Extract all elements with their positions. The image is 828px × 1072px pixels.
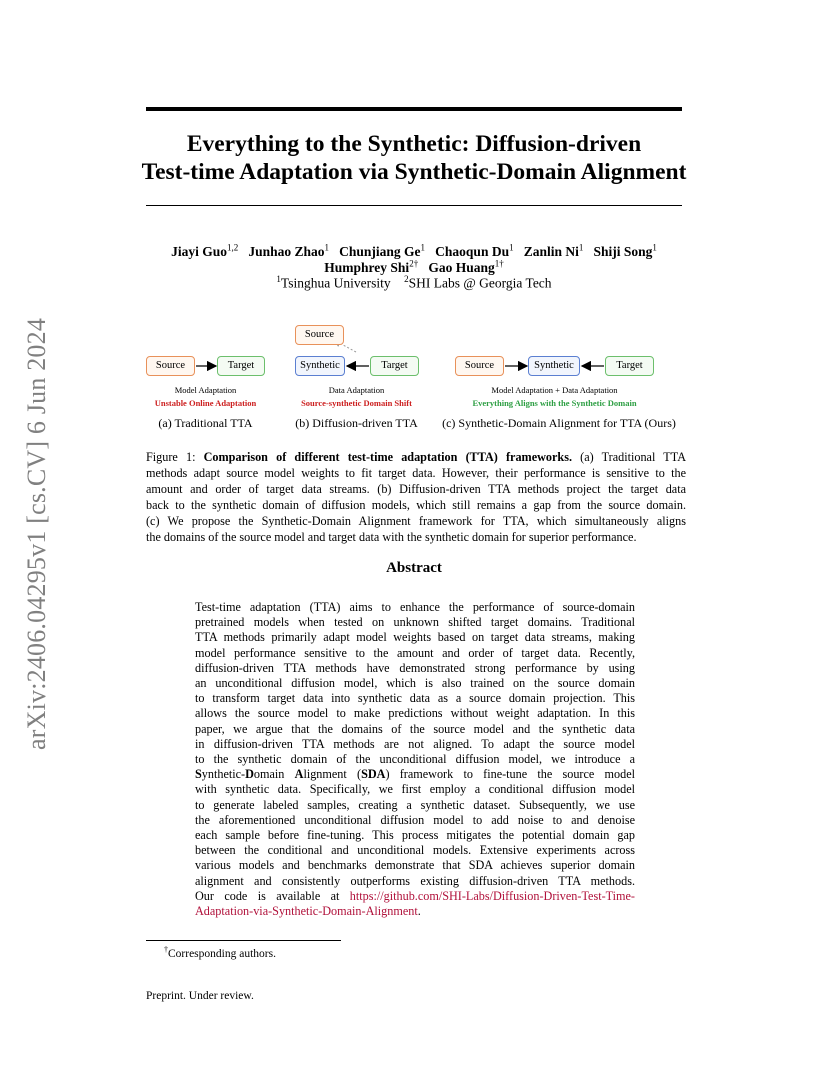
code-link[interactable]: https://github.com/SHI-Labs/Diffusion-Driven-Test-Time- (349, 888, 635, 903)
figure-caption-line: the domains of the source model and target data with the synthetic domain for superior performance. (146, 530, 637, 544)
author: Junhao Zhao$^1$ (248, 242, 330, 259)
abstract-line: Test-time adaptation (TTA) aims to enhance the performance of source-domain (195, 600, 635, 614)
title-line-1: Everything to the Synthetic: Diffusion-driven (186, 131, 642, 157)
abstract-line: various models and benchmarks demonstrate that SDA achieves superior domain (195, 858, 635, 873)
target-box-c: Target (605, 356, 654, 376)
label-b: (b) Diffusion-driven TTA (295, 416, 418, 430)
label-a: (a) Traditional TTA (158, 416, 253, 430)
author: Chaoqun Du$^1$ (435, 242, 514, 259)
abstract-line: paper, we argue that the domains of the source model and the synthetic data (195, 721, 635, 736)
arxiv-stamp: arXiv:2406.04295v1 [cs.CV] 6 Jun 2024 (22, 317, 51, 750)
abstract-line: an unconditional diffusion model, which is also trained on the source domain (195, 676, 635, 691)
caption-a: Model Adaptation (174, 385, 237, 395)
target-box-a: Target (217, 356, 265, 376)
author: Shiji Song$^1$ (593, 242, 657, 259)
abstract-line: in diffusion-driven TTA methods are not aligned. To adapt the source model (195, 736, 635, 751)
figure-caption-line: Figure 1: Comparison of different test-time adaptation (TTA) frameworks. (a) Traditional TTA (146, 450, 686, 464)
caption-c: Model Adaptation + Data Adaptation (491, 385, 618, 395)
preprint-note: Preprint. Under review. (146, 990, 254, 1002)
highlight-c: Everything Aligns with the Synthetic Domain (472, 398, 637, 408)
abstract-body (195, 600, 635, 919)
abstract-line: between the conditional and unconditional models. Extensive experiments across (195, 843, 635, 858)
affiliations: $^1$Tsinghua University $^2$SHI Labs @ Georgia Tech (276, 274, 552, 291)
abstract-line: the aforementioned unconditional diffusion model to add noise to and denoise (195, 812, 635, 827)
author: Chunjiang Ge$^1$ (339, 242, 426, 259)
author: Gao Huang$^{1\dagger}$ (428, 258, 504, 275)
abstract-line: model performance sensitive to the amount and order of target data. Recently, (195, 645, 635, 660)
abstract-line: alignment and consistently outperforms existing diffusion-driven TTA methods. (195, 873, 635, 888)
abstract-line: Our code is available at https://github.com/SHI-Labs/Diffusion-Driven-Test-Time- (195, 888, 635, 903)
target-box-b: Target (370, 356, 419, 376)
author: Zanlin Ni$^1$ (523, 242, 584, 259)
abstract-line: allows the source model to make predictions without weight adaptation. In this (195, 706, 635, 721)
abstract-line: pretrained models when tested on unknown shifted target domains. Traditional (195, 615, 635, 630)
abstract-heading: Abstract (386, 560, 442, 576)
source-box-c: Source (455, 356, 504, 376)
abstract-line: diffusion-driven TTA methods have demonstrated strong performance by using (195, 660, 635, 675)
figure-caption-line: (c) We propose the Synthetic-Domain Alignment framework for TTA, which simultaneously aligns (146, 514, 686, 528)
abstract-line: each sample before fine-tuning. This process mitigates the potential domain gap (195, 828, 635, 843)
author: Humphrey Shi$^{2\dagger}$ (324, 258, 419, 275)
abstract-line: Adaptation-via-Synthetic-Domain-Alignment. (195, 904, 421, 919)
abstract-line: with synthetic data. Specifically, we first employ a conditional diffusion model (195, 782, 635, 797)
figure-caption-line: back to the synthetic domain of diffusion models, which still remains a gap from the source domain. (146, 498, 686, 512)
abstract-line: to transform target data into synthetic data as a source domain projection. This (195, 691, 635, 706)
synthetic-box-c: Synthetic (528, 356, 580, 376)
abstract-line: to the synthetic domain of the unconditional diffusion model, we introduce a (195, 752, 635, 767)
highlight-b: Source-synthetic Domain Shift (301, 398, 412, 408)
figure-caption-line: methods adapt source model weights to fit target data. However, their performance is sensitive to the (146, 466, 686, 480)
figure-caption-line: amount and order of target data streams. (b) Diffusion-driven TTA methods project the target data (146, 482, 686, 496)
code-link-cont[interactable]: Adaptation-via-Synthetic-Domain-Alignment (195, 904, 418, 919)
abstract-line: to generate labeled samples, creating a synthetic dataset. Subsequently, we use (195, 797, 635, 812)
figure-caption (146, 449, 686, 545)
abstract-line-sda: Synthetic-Domain Alignment (SDA) framework to fine-tune the source model (195, 767, 635, 782)
author: Jiayi Guo$^{1,2}$ (171, 242, 239, 259)
synthetic-box-b: Synthetic (295, 356, 345, 376)
footnote: †Corresponding authors. (164, 945, 276, 960)
source-box-a: Source (146, 356, 195, 376)
footnote-rule (146, 940, 341, 941)
caption-b: Data Adaptation (328, 385, 385, 395)
highlight-a: Unstable Online Adaptation (154, 398, 257, 408)
title-line-2: Test-time Adaptation via Synthetic-Domain Alignment (141, 159, 687, 185)
label-c: (c) Synthetic-Domain Alignment for TTA (Ours) (442, 416, 676, 430)
abstract-line: TTA methods primarily adapt model weights based on target data streams, making (195, 630, 635, 645)
source-box-b: Source (295, 325, 344, 345)
